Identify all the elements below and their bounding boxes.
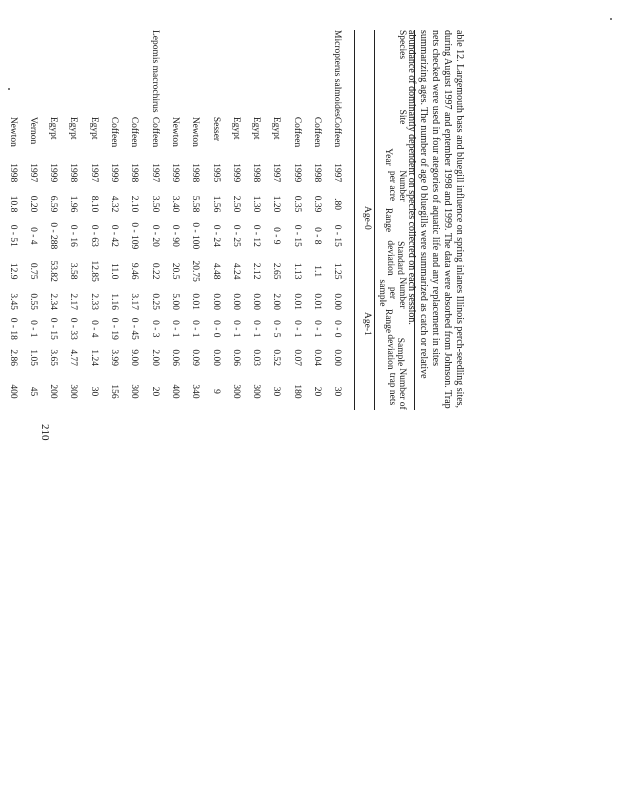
range2-cell: 0 - 19 [109, 317, 120, 340]
table-row [306, 30, 326, 410]
number-per-acre-cell: 0.39 [312, 195, 323, 213]
number-per-sample-cell: 0.00 [251, 293, 262, 310]
range2-cell: 0 - 1 [251, 320, 262, 338]
range2-cell: 0 - 1 [27, 320, 38, 338]
range-cell: 0 - 20 [149, 224, 160, 247]
sample-deviation-cell: 3.99 [109, 349, 120, 366]
header-site: Site [397, 109, 407, 125]
table-row [124, 30, 144, 410]
trap-nets-cell: 30 [271, 386, 282, 397]
site-cell: Sesser [210, 116, 221, 142]
standard-deviation-cell: 4.24 [230, 262, 241, 280]
table-row [164, 30, 184, 410]
species-cell [266, 30, 286, 117]
number-per-acre-cell: 1.96 [68, 195, 79, 213]
number-per-acre-cell: 6.59 [48, 195, 59, 213]
year-cell [0, 163, 2, 191]
range-cell: 0 - 15 [291, 224, 302, 247]
rotated-table-page [7, 30, 465, 410]
site-cell: Coffeen [109, 116, 120, 148]
sample-deviation-cell: 2.00 [149, 349, 160, 366]
site-cell: Egypt [271, 116, 282, 140]
range-cell: 0 - 109 [129, 222, 140, 250]
number-per-sample-cell: 0.25 [149, 293, 160, 310]
number-per-sample-cell: 0.00 [332, 293, 343, 310]
range-cell: 0 - 25 [230, 224, 241, 247]
trap-nets-cell: 300 [251, 384, 262, 399]
year-cell: 1995 [210, 163, 221, 183]
age0-label: Age-0 [362, 206, 372, 230]
species-cell [306, 30, 326, 117]
number-per-acre-cell: 2.50 [230, 195, 241, 213]
range-cell: 0 - 90 [169, 224, 180, 247]
number-per-acre-cell: 5.58 [190, 195, 201, 213]
range-cell: 0 - 4 [27, 227, 38, 245]
trap-nets-cell: 400 [7, 384, 18, 399]
site-cell: Egypt [68, 116, 79, 140]
scan-speck [610, 18, 612, 20]
standard-deviation-cell: 0.75 [27, 262, 38, 280]
table-row [286, 30, 306, 410]
species-cell [103, 30, 123, 117]
range2-cell: 0 - 1 [169, 320, 180, 338]
standard-deviation-cell: 1.1 [312, 265, 323, 278]
number-per-sample-cell: 2.17 [68, 293, 79, 310]
header-range: Range [383, 207, 393, 233]
trap-nets-cell: 300 [68, 384, 79, 399]
range2-cell: 0 - 15 [48, 317, 59, 340]
page-number: 210 [39, 424, 51, 441]
header-range2: Range [383, 308, 393, 334]
number-per-sample-cell: 0.00 [230, 293, 241, 310]
trap-nets-cell: 200 [48, 384, 59, 399]
year-cell: 1997 [332, 163, 343, 183]
year-cell: 1997 [88, 163, 99, 183]
range-cell: 0 - 42 [109, 224, 120, 247]
table-row [144, 30, 164, 410]
site-cell: Egypt [230, 116, 241, 140]
table-row [63, 30, 83, 410]
number-per-sample-cell: 0.01 [190, 293, 201, 310]
range-cell: 0 - 15 [332, 224, 343, 247]
standard-deviation-cell: 20.5 [169, 262, 180, 280]
number-per-sample-cell: 3.17 [129, 293, 140, 310]
number-per-acre-cell: 0.20 [27, 195, 38, 213]
header-number-per-acre: Number per acre [387, 170, 407, 202]
standard-deviation-cell: 12.85 [88, 260, 99, 282]
standard-deviation-cell: 4.48 [210, 262, 221, 280]
range-cell: 0 - 8 [312, 227, 323, 245]
site-cell: Egypt [48, 116, 59, 140]
number-per-acre-cell: 1.30 [251, 195, 262, 213]
header-mid-rule [374, 30, 375, 410]
header-number-per-sample: Number per sample [377, 277, 407, 309]
sample-deviation-cell: 0.00 [332, 349, 343, 366]
table-caption: able 12. Largemouth bass and bluegill influence on spring inlanes Illinois perch-seedling sites, during August 1997 and eptember 1998 and 1999. The data were absorbed from Johnson. Trap nets checked were used in four ategories of aquatic life and any replacement in sites summarizing ages. The number of age 0 bluegills were summarized as catch or relative abundance of dominantly dependent on species collected on each session. [406, 30, 465, 409]
year-cell: 1998 [312, 163, 323, 183]
number-per-acre-cell: 10.8 [7, 195, 18, 213]
species-cell [43, 30, 63, 117]
range-cell: 0 - 51 [7, 224, 18, 247]
species-cell [0, 30, 2, 117]
number-per-sample-cell: 2.00 [271, 293, 282, 310]
species-cell [83, 30, 103, 117]
range-cell: 0 - 12 [251, 224, 262, 247]
trap-nets-cell: 45 [27, 386, 38, 397]
trap-nets-cell: 9 [210, 389, 221, 394]
range2-cell: 0 - 0 [332, 320, 343, 338]
trap-nets-cell [0, 373, 2, 410]
range-cell: 0 - 63 [88, 224, 99, 247]
table-row [103, 30, 123, 410]
sample-deviation-cell: 0.06 [169, 349, 180, 366]
site-cell: Egypt [88, 116, 99, 140]
year-cell: 1998 [129, 163, 140, 183]
trap-nets-cell: 340 [190, 384, 201, 399]
number-per-sample-cell: 0.01 [312, 293, 323, 310]
trap-nets-cell: 300 [129, 384, 140, 399]
year-cell: 1997 [27, 163, 38, 183]
trap-nets-cell: 30 [88, 386, 99, 397]
range-cell: 0 - 288 [48, 222, 59, 250]
standard-deviation-cell: 0.22 [149, 262, 160, 280]
year-cell: 1999 [169, 163, 180, 183]
number-per-sample-cell: 1.16 [109, 293, 120, 310]
number-per-acre-cell: 0.35 [291, 195, 302, 213]
number-per-sample-cell: 2.34 [48, 293, 59, 310]
sample-deviation-cell: 3.65 [48, 349, 59, 366]
sample-deviation-cell: 0.00 [210, 349, 221, 366]
trap-nets-cell: 180 [291, 384, 302, 399]
header-bottom-rule [354, 30, 355, 410]
table-top-rule [414, 30, 415, 410]
species-cell [63, 30, 83, 117]
sample-deviation-cell: 0.52 [271, 349, 282, 366]
range2-cell: 0 - 33 [68, 317, 79, 340]
header-year: Year [383, 148, 393, 166]
number-per-acre-cell: 2.10 [129, 195, 140, 213]
number-per-sample-cell: 2.33 [88, 293, 99, 310]
sample-deviation-cell: 0.04 [312, 349, 323, 366]
table-row [185, 30, 205, 410]
table-row [246, 30, 266, 410]
table-row [205, 30, 225, 410]
species-cell [185, 30, 205, 117]
table-row [43, 30, 63, 410]
trap-nets-cell: 20 [149, 386, 160, 397]
table-row [327, 30, 347, 410]
number-per-acre-cell: 3.40 [169, 195, 180, 213]
year-cell: 1998 [251, 163, 262, 183]
site-cell: Newton [169, 116, 180, 147]
standard-deviation-cell: 20.75 [190, 260, 201, 282]
year-cell: 1997 [149, 163, 160, 183]
number-per-sample-cell [0, 288, 2, 316]
site-cell: Coffeen [129, 116, 140, 148]
standard-deviation-cell: 53.82 [48, 260, 59, 282]
table-row [22, 30, 42, 410]
header-sample-deviation: Sample deviation [385, 334, 405, 370]
sample-deviation-cell: 9.00 [129, 349, 140, 366]
sample-deviation-cell: 4.77 [68, 349, 79, 366]
standard-deviation-cell: 11.0 [109, 263, 120, 280]
year-cell: 1998 [68, 163, 79, 183]
standard-deviation-cell: 9.46 [129, 262, 140, 280]
species-cell [286, 30, 306, 117]
number-per-acre-cell [0, 191, 2, 217]
standard-deviation-cell: 1.13 [291, 262, 302, 280]
range2-cell: 0 - 1 [190, 320, 201, 338]
number-per-acre-cell: 1.56 [210, 195, 221, 213]
site-cell: Vernon [27, 116, 38, 145]
site-cell: Coffeen [312, 116, 323, 148]
species-cell [164, 30, 184, 117]
trap-nets-cell: 400 [169, 384, 180, 399]
range2-cell: 0 - 1 [291, 320, 302, 338]
range2-cell [0, 315, 2, 342]
sample-deviation-cell: 0.03 [251, 349, 262, 366]
header-standard-deviation: Standard deviation [385, 240, 405, 276]
species-cell: Micropterus salmoides [332, 30, 343, 117]
range-cell: 0 - 100 [190, 222, 201, 250]
sample-deviation-cell: 0.06 [230, 349, 241, 366]
standard-deviation-cell [0, 255, 2, 288]
sample-deviation-cell: 0.09 [190, 349, 201, 366]
year-cell: 1999 [230, 163, 241, 183]
header-species: Species [397, 30, 407, 60]
site-cell [0, 117, 2, 163]
year-cell: 1998 [7, 163, 18, 183]
species-cell [22, 30, 42, 117]
site-cell: Egypt [251, 116, 262, 140]
site-cell: Newton [190, 116, 201, 147]
trap-nets-cell: 300 [230, 384, 241, 399]
range-cell: 0 - 9 [271, 227, 282, 245]
number-per-acre-cell: 8.10 [88, 195, 99, 213]
year-cell: 1999 [109, 163, 120, 183]
number-per-sample-cell: 0.00 [210, 293, 221, 310]
species-cell: Lepomis macrochirus [149, 30, 160, 113]
site-cell: Coffeen [149, 116, 160, 148]
table-row [2, 30, 22, 410]
number-per-sample-cell: 0.55 [27, 293, 38, 310]
number-per-acre-cell: .80 [332, 198, 343, 211]
number-per-sample-cell: 3.45 [7, 293, 18, 310]
table-row [83, 30, 103, 410]
range2-cell: 0 - 5 [271, 320, 282, 338]
range-cell: 0 - 24 [210, 224, 221, 247]
species-cell [2, 30, 22, 117]
range2-cell: 0 - 45 [129, 317, 140, 340]
site-cell: Newton [7, 116, 18, 147]
range2-cell: 0 - 18 [7, 317, 18, 340]
range2-cell: 0 - 1 [312, 320, 323, 338]
standard-deviation-cell: 3.58 [68, 262, 79, 280]
species-cell [124, 30, 144, 117]
range-cell [0, 217, 2, 255]
year-cell: 1999 [48, 163, 59, 183]
species-cell [205, 30, 225, 117]
scan-speck [8, 88, 10, 90]
range2-cell: 0 - 1 [230, 320, 241, 338]
trap-nets-cell: 20 [312, 386, 323, 397]
range-cell: 0 - 16 [68, 224, 79, 247]
trap-nets-cell: 30 [332, 386, 343, 397]
standard-deviation-cell: 2.12 [251, 262, 262, 280]
standard-deviation-cell: 1.25 [332, 262, 343, 280]
data-table [0, 30, 347, 410]
table-row [266, 30, 286, 410]
header-number-trap-nets: Number of trap nets [387, 368, 407, 410]
year-cell: 1999 [291, 163, 302, 183]
number-per-acre-cell: 1.20 [271, 195, 282, 213]
age1-label: Age-1 [362, 312, 372, 336]
number-per-acre-cell: 4.32 [109, 195, 120, 213]
number-per-sample-cell: 5.00 [169, 293, 180, 310]
trap-nets-cell: 156 [109, 384, 120, 399]
number-per-acre-cell: 3.50 [149, 195, 160, 213]
sample-deviation-cell: 1.05 [27, 349, 38, 366]
site-cell: Coffeen [332, 116, 343, 148]
sample-deviation-cell [0, 342, 2, 373]
species-cell [225, 30, 245, 117]
sample-deviation-cell: 1.24 [88, 349, 99, 366]
sample-deviation-cell: 0.07 [291, 349, 302, 366]
site-cell: Coffeen [291, 116, 302, 148]
sample-deviation-cell: 2.86 [7, 349, 18, 366]
species-cell [246, 30, 266, 117]
range2-cell: 0 - 4 [88, 320, 99, 338]
year-cell: 1997 [271, 163, 282, 183]
table-row [225, 30, 245, 410]
number-per-sample-cell: 0.01 [291, 293, 302, 310]
year-cell: 1998 [190, 163, 201, 183]
range2-cell: 0 - 3 [149, 320, 160, 338]
range2-cell: 0 - 0 [210, 320, 221, 338]
standard-deviation-cell: 12.9 [7, 262, 18, 280]
standard-deviation-cell: 2.65 [271, 262, 282, 280]
table-row [0, 30, 2, 410]
